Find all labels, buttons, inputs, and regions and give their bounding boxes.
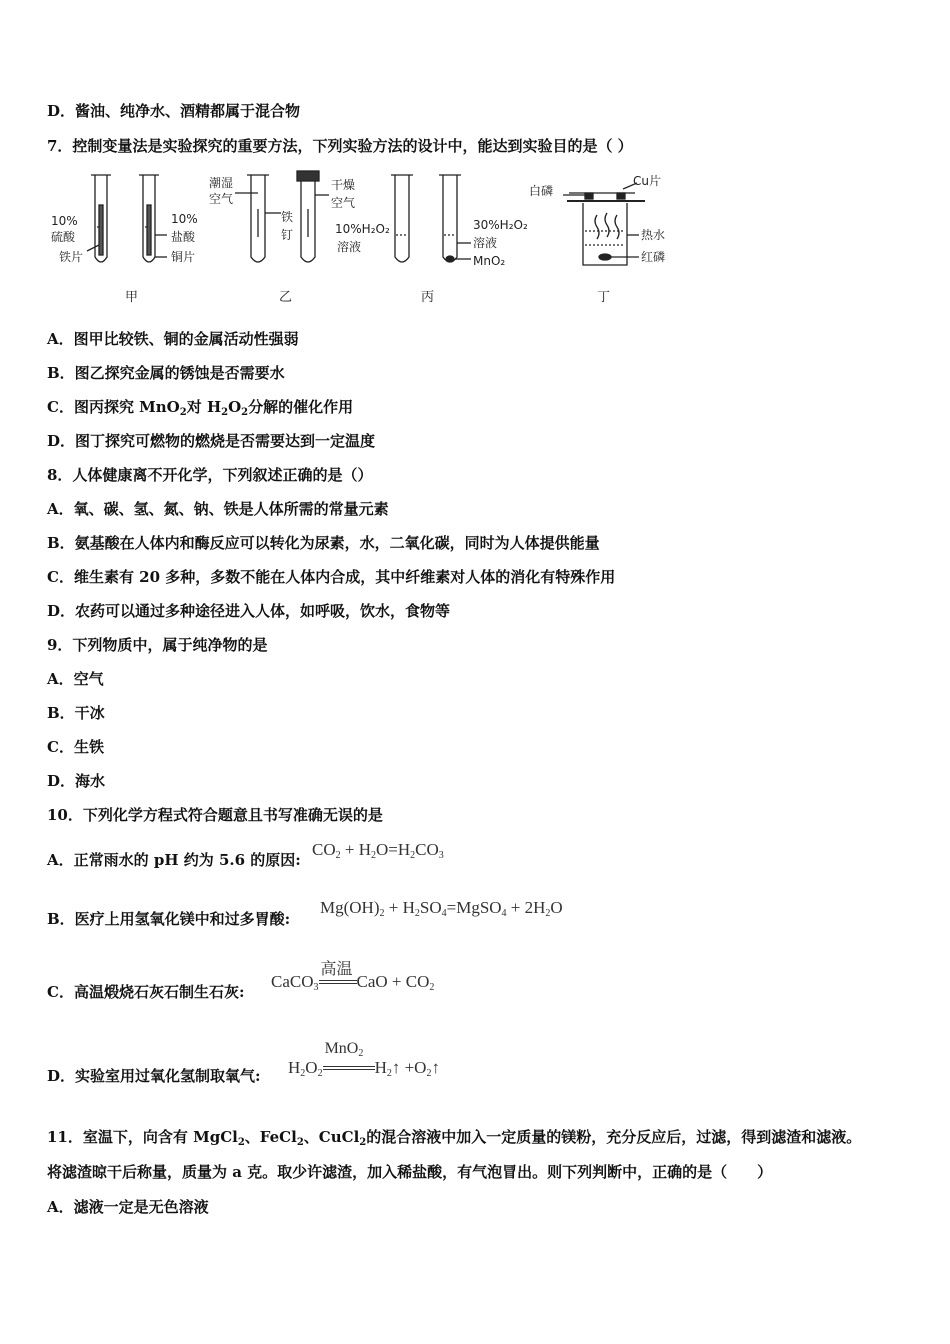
ding-label-3: 热水 bbox=[641, 228, 666, 242]
q9-option-c: C．生铁 bbox=[47, 738, 104, 756]
q11-stem-line1: 11．室温下，向含有 MgCl$_2$、FeCl$_2$、CuCl$_2$的混合溶液中加入一定质量的镁粉，充分反应后，过滤，得到滤渣和滤液。 bbox=[47, 1128, 862, 1148]
q7-option-a: A．图甲比较铁、铜的金属活动性强弱 bbox=[47, 330, 299, 348]
bing-label-4: 溶液 bbox=[473, 236, 498, 250]
q9-option-b: B．干冰 bbox=[47, 704, 105, 722]
yi-caption: 乙 bbox=[279, 290, 293, 305]
q7-stem: 7．控制变量法是实验探究的重要方法，下列实验方法的设计中，能达到实验目的是（ ） bbox=[47, 137, 633, 155]
equation-b: $Mg(OH)_2$ + $H_2SO_4=MgSO_4 + 2H_2O$ bbox=[320, 898, 563, 919]
ding-label-4: 红磷 bbox=[641, 250, 666, 264]
q10-option-d: D．实验室用过氧化氢制取氧气: bbox=[47, 1067, 261, 1085]
q9-stem: 9．下列物质中，属于纯净物的是 bbox=[47, 636, 268, 654]
q10-option-a: A．正常雨水的 pH 约为 5.6 的原因: bbox=[47, 851, 301, 869]
jia-label-3: 铁片 bbox=[59, 250, 84, 264]
q8-stem: 8．人体健康离不开化学，下列叙述正确的是（） bbox=[47, 466, 373, 484]
jia-label-1: 10% bbox=[51, 214, 78, 228]
bing-caption: 丙 bbox=[421, 290, 435, 305]
bing-label-1: 10%H₂O₂ bbox=[335, 222, 390, 236]
q7-figure bbox=[45, 165, 685, 313]
yi-label-4: 钉 bbox=[281, 228, 294, 242]
q8-option-c: C．维生素有 20 多种，多数不能在人体内合成，其中纤维素对人体的消化有特殊作用 bbox=[47, 568, 616, 586]
jia-label-5: 盐酸 bbox=[171, 230, 196, 244]
q11-stem-line2: 将滤渣晾干后称量，质量为 a 克。取少许滤渣，加入稀盐酸，有气泡冒出。则下列判断中，正确的是（ ） bbox=[47, 1163, 773, 1181]
ding-label-2: Cu片 bbox=[633, 174, 661, 188]
equation-c: CaCO$_3$ 高温 CaO + $CO_2$ bbox=[271, 961, 435, 993]
bing-label-2: 溶液 bbox=[337, 240, 362, 254]
figure-ding bbox=[563, 183, 645, 265]
jia-caption: 甲 bbox=[125, 290, 139, 305]
equation-a: $CO_2 + H_2O=H_2CO_3$ bbox=[312, 840, 444, 861]
q9-option-a: A．空气 bbox=[47, 670, 104, 688]
yi-label-5: 干燥 bbox=[331, 178, 356, 192]
jia-label-4: 10% bbox=[171, 212, 198, 226]
q7-option-c: C．图丙探究 MnO$_2$对 $H_2O_2$分解的催化作用 bbox=[47, 398, 354, 418]
q11-option-a: A．滤液一定是无色溶液 bbox=[47, 1198, 209, 1216]
q8-option-a: A．氧、碳、氢、氮、钠、铁是人体所需的常量元素 bbox=[47, 500, 389, 518]
q9-option-d: D．海水 bbox=[47, 772, 106, 790]
q8-option-d: D．农药可以通过多种途径进入人体，如呼吸，饮水，食物等 bbox=[47, 602, 451, 620]
equation-d: $H_2O_2$ MnO$_2$ $H_2↑$ $+O_2↑$ bbox=[288, 1040, 440, 1079]
jia-label-6: 铜片 bbox=[171, 250, 196, 264]
q7-option-d: D．图丁探究可燃物的燃烧是否需要达到一定温度 bbox=[47, 432, 376, 450]
bing-label-5: MnO₂ bbox=[473, 254, 506, 268]
yi-label-1: 潮湿 bbox=[209, 176, 234, 190]
figure-bing bbox=[391, 175, 471, 262]
q8-option-b: B．氨基酸在人体内和酶反应可以转化为尿素，水，二氧化碳，同时为人体提供能量 bbox=[47, 534, 600, 552]
q10-option-b: B．医疗上用氢氧化镁中和过多胃酸: bbox=[47, 910, 291, 928]
bing-label-3: 30%H₂O₂ bbox=[473, 218, 528, 232]
q10-stem: 10．下列化学方程式符合题意且书写准确无误的是 bbox=[47, 806, 383, 824]
yi-label-2: 空气 bbox=[209, 192, 234, 206]
q6-option-d: D．酱油、纯净水、酒精都属于混合物 bbox=[47, 102, 301, 120]
yi-label-6: 空气 bbox=[331, 196, 356, 210]
ding-caption: 丁 bbox=[597, 290, 611, 305]
ding-label-1: 白磷 bbox=[529, 184, 554, 198]
yi-label-3: 铁 bbox=[281, 210, 294, 224]
jia-label-2: 硫酸 bbox=[51, 230, 76, 244]
figure-jia bbox=[87, 175, 167, 262]
q7-option-b: B．图乙探究金属的锈蚀是否需要水 bbox=[47, 364, 285, 382]
q10-option-c: C．高温煅烧石灰石制生石灰: bbox=[47, 983, 245, 1001]
